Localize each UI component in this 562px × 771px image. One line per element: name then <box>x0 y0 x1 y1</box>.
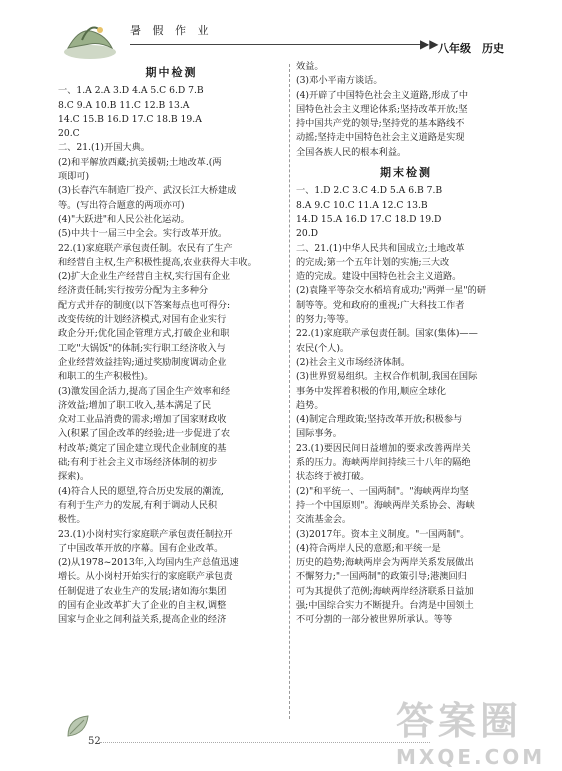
answer-line: (2)"和平统一、一国两制"。"海峡两岸均坚 <box>296 485 469 497</box>
answer-line: 8.C 9.A 10.B 11.C 12.B 13.A <box>58 99 190 111</box>
answer-line: (4)"大跃进"和人民公社化运动。 <box>58 213 190 225</box>
answer-line: 国特色社会主义理论体系;坚持改革开放;坚 <box>296 103 468 115</box>
answer-line: (4)开辟了中国特色社会主义道路,形成了中 <box>296 89 469 101</box>
answer-line: 一、1.D 2.C 3.C 4.D 5.A 6.B 7.B <box>296 185 443 197</box>
answer-line: 和经营自主权,生产积极性提高,农业获得大丰收。 <box>58 256 257 268</box>
answer-line: (2)袁隆平等杂交水稻培育成功;"两弹一星"的研 <box>296 285 486 297</box>
answer-line: 政企分开;优化国企管理方式,打破企业和职 <box>58 328 230 340</box>
answer-line: 极性。 <box>58 514 86 526</box>
answer-line: (3)长春汽车制造厂投产、武汉长江大桥建成 <box>58 185 237 197</box>
answer-line: 有利于生产力的发展,有利于调动人民积 <box>58 499 218 511</box>
answer-line: 制等等。党和政府的重视;广大科技工作者 <box>296 299 465 311</box>
answer-line: (3)激发国企活力,提高了国企生产效率和经 <box>58 385 231 397</box>
right-column <box>296 60 516 628</box>
answer-line: 经济责任制;实行按劳分配为主多种分 <box>58 285 209 297</box>
answer-line: 交流基金会。 <box>296 514 352 526</box>
answer-line: (3)世界贸易组织。主权合作机制,我国在国际 <box>296 371 478 383</box>
answer-line: 二、21.(1)开国大典。 <box>58 142 150 154</box>
right-before-block <box>296 60 516 160</box>
answer-line: 农民(个人)。 <box>296 342 350 354</box>
arrow-icon: ▶▶ <box>420 37 439 51</box>
answer-line: 造的完成。建设中国特色社会主义道路。 <box>296 271 462 283</box>
answer-line: 村改革;奠定了国企建立现代企业制度的基 <box>58 442 227 454</box>
answer-line: 一、1.A 2.A 3.D 4.A 5.C 6.D 7.B <box>58 85 204 97</box>
answer-line: (3)邓小平南方谈话。 <box>296 75 383 87</box>
answer-line: 增长。从小岗村开始实行的家庭联产承包责 <box>58 571 233 583</box>
answer-line: 14.C 15.B 16.D 17.C 18.B 19.A <box>58 113 202 125</box>
grade-label: 八年级 <box>438 42 471 55</box>
answer-line: 持中国共产党的领导;坚持党的基本路线不 <box>296 118 465 130</box>
answer-line: (3)2017年。资本主义制度。"一国两制"。 <box>296 528 470 540</box>
answer-line: 础;有利于社会主义市场经济体制的初步 <box>58 457 218 469</box>
answer-line: 8.A 9.C 10.C 11.A 12.C 13.B <box>296 199 428 211</box>
answer-line: 改变传统的计划经济模式,对国有企业实行 <box>58 314 227 326</box>
answer-line: 不可分割的一部分被世界所承认。等等 <box>296 614 453 626</box>
answer-line: 20.C <box>58 128 80 140</box>
answer-line: 动摇;坚持走中国特色社会主义道路是实现 <box>296 132 465 144</box>
answer-line: 的完成;第一个五年计划的实施;三大改 <box>296 256 450 268</box>
answer-line: 国际事务。 <box>296 428 342 440</box>
answer-line: 企业经营效益挂钩;通过奖励制度调动企业 <box>58 356 227 368</box>
answer-line: 可为其提供了范例;海峡两岸经济联系日益加 <box>296 585 474 597</box>
midterm-title: 期中检测 <box>145 66 198 79</box>
answer-line: 国家与企业之间利益关系,提高企业的经济 <box>58 614 227 626</box>
answer-line: 持一个中国原则"。海峡两岸关系协会、海峡 <box>296 499 475 511</box>
answer-line: 入(积累了国企改革的经验;进一步促进了农 <box>58 428 231 440</box>
answer-line: 任制促进了农业生产的发展;诸如海尔集团 <box>58 585 227 597</box>
answer-line: 效益。 <box>296 61 324 72</box>
book-logo-icon <box>60 18 120 62</box>
answer-line: 20.D <box>296 228 318 240</box>
answer-line: 众对工业品消费的需求;增加了国家财政收 <box>58 414 227 426</box>
answer-line: 全国各族人民的根本利益。 <box>296 146 407 158</box>
answer-line: 历史的趋势;海峡两岸会为两岸关系发展做出 <box>296 557 474 569</box>
answer-line: 的努力;等等。 <box>296 314 355 326</box>
left-column <box>58 60 285 628</box>
answer-line: (5)中共十一届三中全会。实行改革开放。 <box>58 228 228 240</box>
answer-line: 项即可) <box>58 171 90 183</box>
answer-line: 探索)。 <box>58 471 90 483</box>
watermark-text: 答案圈 <box>396 699 523 743</box>
footer-rule <box>100 742 430 743</box>
answer-line: 济效益;增加了职工收入,基本满足了民 <box>58 399 212 411</box>
answer-line: 状态终于被打破。 <box>296 471 370 483</box>
answer-line: 23.(1)要因民间日益增加的要求改善两岸关 <box>296 442 471 454</box>
answer-line: 的国有企业改革扩大了企业的自主权,调整 <box>58 599 227 611</box>
answer-line: 二、21.(1)中华人民共和国成立;土地改革 <box>296 242 465 254</box>
answer-line: 22.(1)家庭联产承包责任制。农民有了生产 <box>58 242 233 254</box>
answer-line: 了中国改革开放的序幕。国有企业改革。 <box>58 542 224 554</box>
subject-label: 历史 <box>482 42 504 55</box>
answer-line: (4)制定合理政策;坚持改革开放;积极参与 <box>296 414 463 426</box>
answer-line: 不懈努力;"一国两制"的政策引导;港澳回归 <box>296 571 467 583</box>
answer-line: (2)社会主义市场经济体制。 <box>296 356 411 368</box>
watermark <box>396 690 546 769</box>
header-rule <box>130 44 428 45</box>
answer-line: 22.(1)家庭联产承包责任制。国家(集体)—— <box>296 328 478 340</box>
watermark-url: MXQE.COM <box>396 745 546 769</box>
answer-line: (2)扩大企业生产经营自主权,实行国有企业 <box>58 271 231 283</box>
answer-line: 事务中发挥着积极的作用,顺应全球化 <box>296 385 446 397</box>
answer-line: 14.D 15.A 16.D 17.C 18.D 19.D <box>296 213 442 225</box>
answer-line: (4)符合两岸人民的意愿;和平统一是 <box>296 542 441 554</box>
answer-line: 趋势。 <box>296 399 324 411</box>
answer-line: 强;中国综合实力不断提升。台湾是中国领土 <box>296 599 474 611</box>
answer-line: 系的压力。海峡两岸间持续三十八年的隔绝 <box>296 457 471 469</box>
answer-line: (2)和平解放西藏;抗美援朝;土地改革.(两 <box>58 156 222 168</box>
page-number: 52 <box>88 736 101 747</box>
answer-line: (2)从1978~2013年,入均国内生产总值迅速 <box>58 557 239 569</box>
right-after-block <box>296 184 516 627</box>
book-title: 暑 假 作 业 <box>130 24 213 37</box>
column-divider <box>289 64 290 719</box>
answer-line: 和职工的生产积极性)。 <box>58 371 154 383</box>
answer-line: 23.(1)小岗村实行家庭联产承包责任制拉开 <box>58 528 233 540</box>
answer-line: (4)符合人民的愿望,符合历史发展的潮流, <box>58 485 224 497</box>
answer-line: 等。(写出符合题意的两项亦可) <box>58 199 185 211</box>
answer-line: 配方式并存的制度(以下答案每点也可得分: <box>58 299 231 311</box>
answer-line: 工吃"大锅饭"的体制;实行职工经济收入与 <box>58 342 226 354</box>
final-exam-title: 期末检测 <box>380 166 432 180</box>
